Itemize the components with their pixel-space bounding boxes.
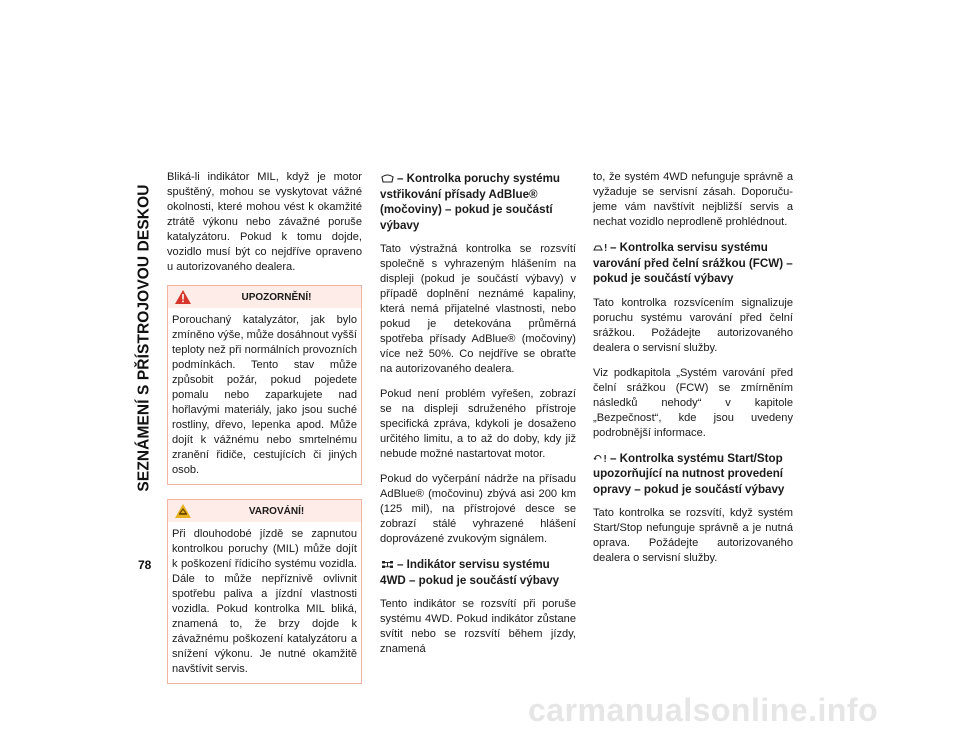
awd-heading (380, 557, 576, 588)
caution-box (167, 285, 362, 485)
adblue-heading (380, 171, 576, 233)
warning-box-text: Při dlouhodobé jízdě se zapnutou kontrolkou poruchy (MIL) může dojít k poškození řídicího systému vozidla. Dále to může nepříznivě ovlivnit spotřebu paliva a jízdní vlastnosti vozidla. Pokud kontrolka MIL bliká, znamená to, že brzy dojde k závažnému poškození katalyzátoru a snížení výkonu. Je nutné okamžitě navštívit servis. (172, 528, 357, 675)
start-stop-icon (593, 454, 608, 463)
adblue-paragraph-1: Tato výstražná kontrolka se rozsvítí společně s vyhrazeným hlášením na displeji (pokud je součástí výbavy) v případě doplnění neznámé kapaliny, která nemá přijatelné vlastnosti, nebo pokud je detekována průměrná spotřeba přísady AdBlue® (močoviny) více než 50%. Co nejdříve se obraťte na autorizovaného dealera. (380, 243, 576, 375)
start-stop-paragraph-1: Tato kontrolka se rozsvítí, když systém Start/Stop nefunguje správně a je nutná oprava. Požádejte autorizovaného dealera o servisní služby. (593, 507, 793, 564)
forward-collision-warning-icon (593, 243, 608, 252)
adblue-heading-text: – Kontrolka poruchy systému vstřikování přísady AdBlue® (močoviny) – pokud je součástí výbavy (380, 172, 560, 232)
fcw-paragraph-1: Tato kontrolka rozsvícením signalizuje poruchu systému varování před čelní srážkou. Požádejte autorizovaného dealera o servisní služby. (593, 296, 793, 354)
awd-paragraph-1: Tento indikátor se rozsvítí při poruše systému 4WD. Pokud indikátor zůstane svítit nebo se rozsvítí během jízdy, znamená (380, 598, 576, 655)
caution-triangle-icon (174, 503, 192, 519)
column-3 (593, 170, 793, 576)
start-stop-heading-text: – Kontrolka systému Start/Stop upozorňující na nutnost provedení opravy – pokud je součástí výbavy (593, 451, 785, 496)
fcw-paragraph-2: Viz podkapitola „Systém varování před čelní srážkou (FCW) se zmírněním následků nehody“ v kapitole „Bezpečnost“, kde jsou uvedeny podrobnější informace. (593, 366, 793, 439)
column-2 (380, 170, 576, 667)
caution-box-header (168, 286, 361, 308)
mil-blinking-paragraph: Bliká-li indikátor MIL, když je motor spuštěný, mohou se vyskytovat vážné okolnosti, které mohou vést k okamžité ztrátě výkonu nebo závažné poruše katalyzátoru. Pokud k tomu dojde, vozidlo musí být co nejdříve opraveno u autorizovaného dealera. (167, 171, 362, 273)
section-title: SEZNÁMENÍ S PŘÍSTROJOVOU DESKOU (136, 183, 153, 492)
fcw-heading-text: – Kontrolka servisu systému varování před čelní srážkou (FCW) – pokud je součástí výbavy (593, 241, 793, 285)
watermark: carmanualsonline.info (528, 692, 879, 728)
adblue-paragraph-2: Pokud není problém vyřešen, zobrazí se na displeji sdruženého přístroje specifická zpráva, kdykoli je dosaženo určitého limitu, a to až do doby, kdy již nebude možné nastartovat motor. (380, 388, 576, 460)
warning-box-header (168, 500, 361, 522)
warning-box-body (168, 522, 361, 683)
caution-box-text: Porouchaný katalyzátor, jak bylo zmíněno výše, může dosáhnout vyšší teploty než při normálních provozních podmínkách. Tento stav může způsobit požár, pokud pojedete pomalu nebo zaparkujete nad hořlavými materiály, jako jsou suché rostliny, dřevo, lepenka apod. Může dojít k vážnému nebo smrtelnému zranění řidiče, cestujících či jiných osob. (172, 314, 357, 476)
start-stop-heading (593, 451, 793, 498)
column-1 (167, 170, 362, 698)
adblue-tank-icon (380, 174, 395, 183)
section-title-vertical (133, 165, 157, 510)
four-wheel-drive-icon (380, 560, 395, 569)
page-number: 78 (138, 558, 152, 572)
adblue-paragraph-3: Pokud do vyčerpání nádrže na přísadu AdBlue® (močovinu) zbývá asi 200 km (125 mil), na přístrojové desce se zobrazí stálé vyhrazené hlášení doprovázené zvukovým signálem. (380, 473, 576, 545)
awd-heading-text: – Indikátor servisu systému 4WD – pokud je součástí výbavy (380, 558, 560, 587)
caution-box-body (168, 308, 361, 484)
fcw-heading (593, 240, 793, 287)
warning-triangle-icon (174, 289, 192, 305)
awd-paragraph-continued: to, že systém 4WD nefunguje správně a vyžaduje se servisní zásah. Doporučujeme vám navštívit nejbližší servis a nechat vozidlo neprodleně prohlédnout. (593, 171, 793, 228)
warning-box-title: VAROVÁNÍ! (248, 505, 305, 517)
caution-box-title: UPOZORNĚNÍ! (241, 291, 312, 303)
warning-box (167, 499, 362, 684)
